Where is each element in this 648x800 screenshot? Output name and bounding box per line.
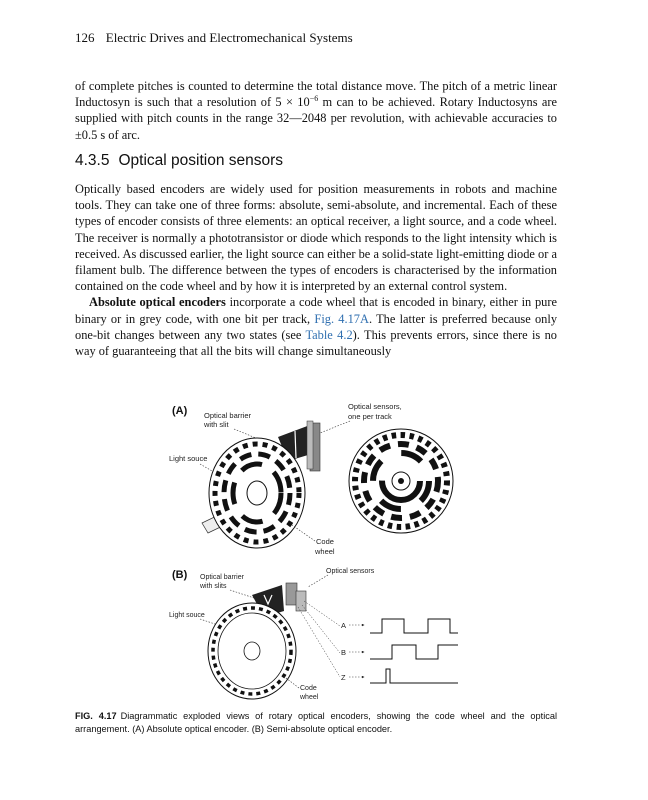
section-number: 4.3.5 (75, 152, 110, 169)
exponent: −6 (309, 94, 319, 104)
waveform-a (370, 619, 458, 633)
absolute-encoders-term: Absolute optical encoders (89, 295, 226, 310)
paragraph1-text-b: m can to be achieved. Rotary Inductosyns are supplied with pitch counts in the range 32—2048 per revolution, with achievable accuracies to ±0.5 s of arc. (75, 95, 557, 142)
waveform-b (370, 645, 458, 659)
leader-line (308, 575, 328, 587)
panel-b-optical-barrier-label-2: with slits (200, 583, 227, 590)
body-text-block (75, 181, 557, 359)
signal-z-label: Z (341, 673, 346, 682)
panel-b-optical-sensors-label: Optical sensors (326, 568, 375, 575)
page-number: 126 (75, 30, 95, 45)
figure-4-17 (160, 395, 480, 705)
caption-text: Diagrammatic exploded views of rotary optical encoders, showing the code wheel and the optical arrangement. (A) Absolute optical encoder. (B) Semi-absolute optical encoder. (75, 711, 557, 734)
panel-a-optical-barrier-label-2: with slit (204, 420, 229, 429)
sensor-b (286, 583, 297, 605)
paragraph-optical-encoders: Optically based encoders are widely used for position measurements in robots and machine tools. They can take one of three forms: absolute, semi-absolute, and incremental. Each of these types of encoder consists of three elements: an optical receiver, a light source, and a code wheel. The receiver is normally a phototransistor or diode which responds to the light intensity which is received. As discussed earlier, the light source can either be a solid-state light-emitting diode or a filament bulb. The difference between the types of encoders is characterised by the information contained on the code wheel and by how it is interpreted by an external control system. (75, 182, 557, 294)
paragraph1-text-a: of complete pitches is counted to determine the total distance move. The pitch of a metric linear Inductosyn is such that a resolution of 5 × 10 (75, 79, 557, 110)
waveform-z (370, 669, 458, 683)
panel-a-code-wheel-label: Code (316, 537, 334, 546)
paragraph3-text-a: incorporate a code wheel that is encoded in binary, either in pure binary or in grey code, with one bit per track, (75, 295, 557, 326)
book-title: Electric Drives and Electromechanical Systems (105, 30, 353, 45)
code-wheel-b (208, 603, 296, 699)
panel-a-code-wheel-label-2: wheel (315, 547, 335, 556)
figure-caption (75, 710, 557, 736)
running-head (75, 30, 353, 46)
figure-number: FIG. 4.17 (75, 711, 117, 721)
signal-a-label: A (341, 621, 347, 630)
table-reference-link[interactable]: Table 4.2 (305, 327, 353, 342)
panel-b-label: (B) (172, 569, 188, 581)
signal-leader (298, 607, 340, 677)
encoder-diagram (160, 395, 480, 705)
panel-b-light-source-label: Light souce (169, 612, 205, 619)
paragraph-absolute-encoders (75, 294, 557, 359)
code-wheel-a-face (349, 429, 453, 533)
code-wheel-a (209, 438, 305, 548)
panel-b-code-wheel-label: Code (300, 685, 317, 692)
figure-reference-link[interactable]: Fig. 4.17A (314, 311, 369, 326)
paragraph-inductosyn (75, 78, 557, 143)
signal-b-label: B (341, 648, 347, 657)
paragraph3-text-b: . The latter is preferred because only one-bit changes between any two states (see (75, 311, 558, 342)
paragraph3-text-c: ). This prevents errors, since there is no way of guaranteeing that all the bits will change simultaneously (75, 327, 557, 359)
panel-a-optical-barrier-label: Optical barrier (204, 411, 252, 420)
panel-b-optical-barrier-label: Optical barrier (200, 574, 244, 581)
panel-a-light-source-label: Light souce (169, 454, 208, 463)
signal-leader (304, 601, 340, 626)
panel-a-optical-sensors-label: Optical sensors, (348, 402, 402, 411)
panel-a-label: (A) (172, 405, 188, 417)
panel-b-code-wheel-label-2: wheel (300, 694, 319, 701)
panel-a-optical-sensors-label-2: one per track (348, 412, 392, 421)
leader-line (320, 421, 350, 433)
leader-line (292, 525, 315, 541)
section-title: Optical position sensors (118, 152, 284, 169)
section-heading (75, 152, 283, 170)
sensor-stack-side (307, 421, 313, 469)
